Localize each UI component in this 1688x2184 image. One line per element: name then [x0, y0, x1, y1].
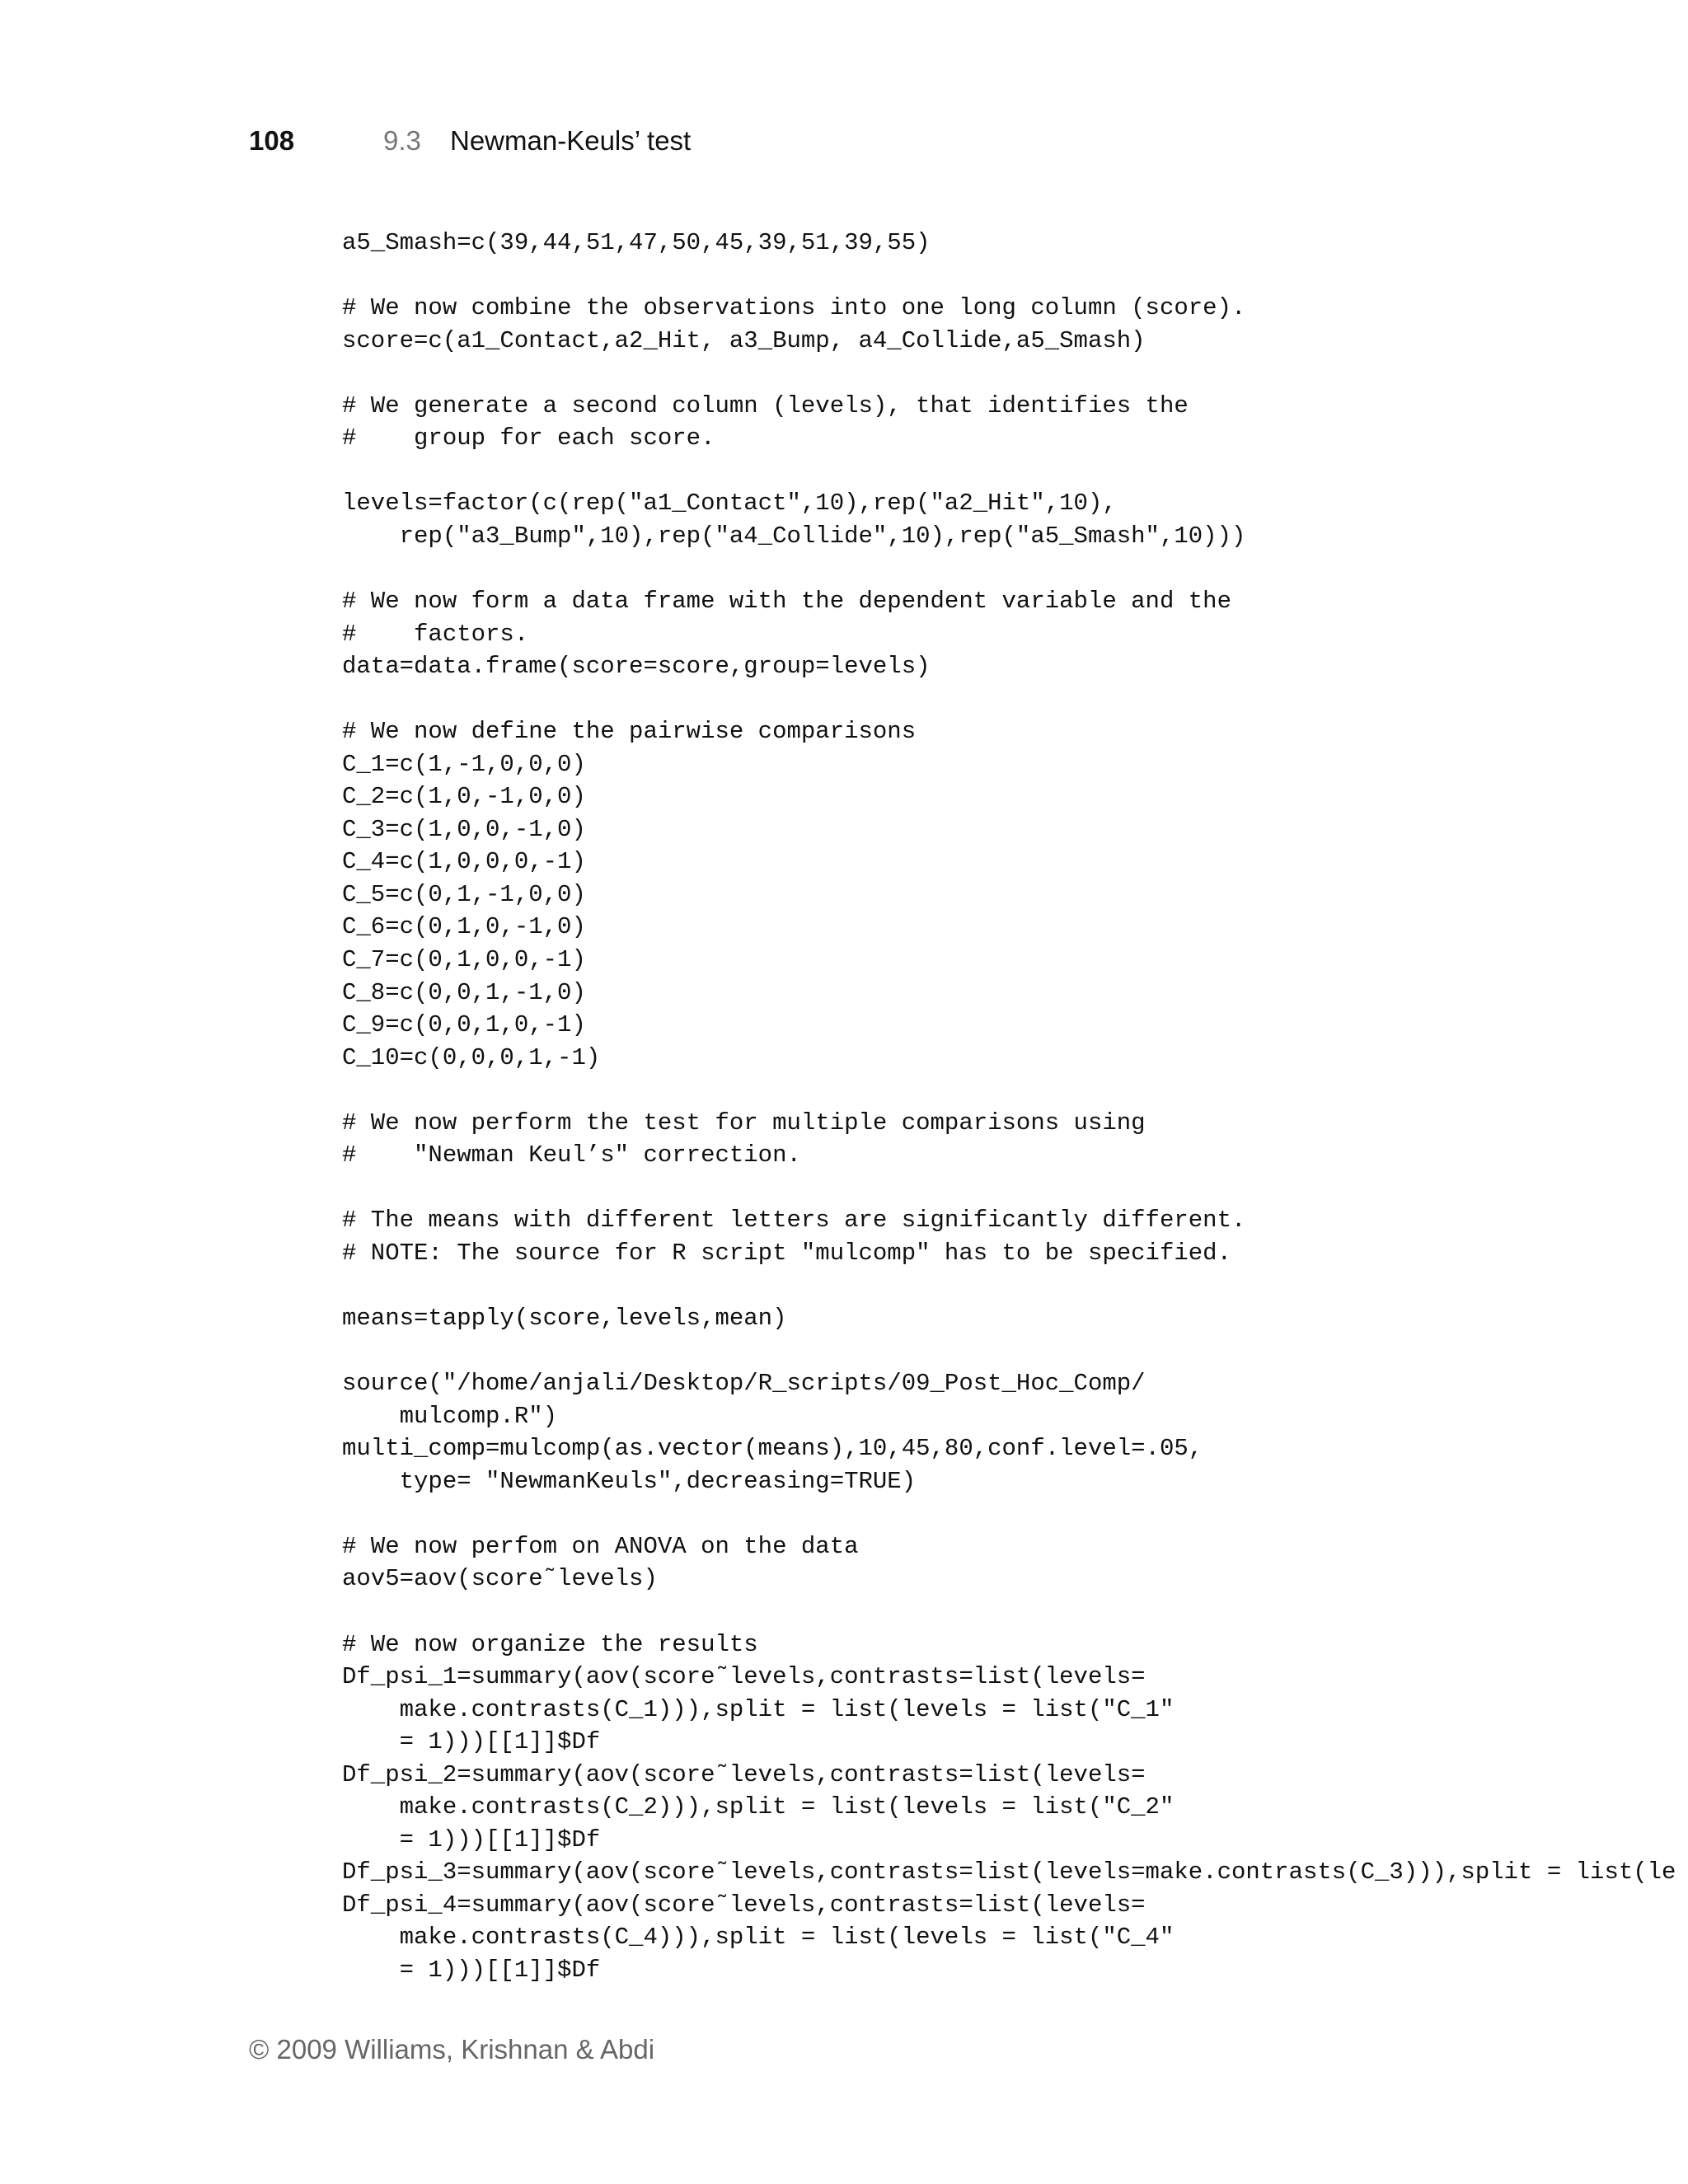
code-line: Df_psi_2=summary(aov(score˜levels,contrasts=list(levels= [342, 1760, 1146, 1788]
code-line: make.contrasts(C_1))),split = list(levels = list("C_1" [342, 1695, 1175, 1723]
section-title: Newman-Keuls’ test [450, 125, 692, 156]
page-number: 108 [249, 125, 295, 156]
code-line: rep("a3_Bump",10),rep("a4_Collide",10),rep("a5_Smash",10))) [342, 522, 1246, 550]
code-line [342, 357, 1688, 390]
code-line: C_4=c(1,0,0,0,-1) [342, 848, 586, 876]
code-line: make.contrasts(C_4))),split = list(levels = list("C_4" [342, 1924, 1175, 1952]
code-line: C_10=c(0,0,0,1,-1) [342, 1043, 601, 1071]
code-line: # We now organize the results [342, 1630, 758, 1658]
code-line [342, 1172, 1688, 1205]
code-line [342, 1270, 1688, 1303]
code-line: C_6=c(0,1,0,-1,0) [342, 913, 586, 941]
code-line [342, 1335, 1688, 1368]
code-line: C_2=c(1,0,-1,0,0) [342, 783, 586, 811]
code-line: levels=factor(c(rep("a1_Contact",10),rep("a2_Hit",10), [342, 490, 1117, 518]
code-line: Df_psi_3=summary(aov(score˜levels,contrasts=list(levels=make.contrasts(C_3))),split = list(le [342, 1858, 1676, 1886]
code-line: type= "NewmanKeuls",decreasing=TRUE) [342, 1467, 917, 1495]
code-line: a5_Smash=c(39,44,51,47,50,45,39,51,39,55) [342, 229, 931, 256]
code-listing [342, 227, 1688, 1987]
code-line: # NOTE: The source for R script "mulcomp" has to be specified. [342, 1239, 1231, 1267]
code-line: score=c(a1_Contact,a2_Hit, a3_Bump, a4_Collide,a5_Smash) [342, 326, 1146, 354]
code-line [342, 260, 1688, 293]
code-line: C_1=c(1,-1,0,0,0) [342, 750, 586, 778]
code-line: # We now perfom on ANOVA on the data [342, 1532, 859, 1560]
section-number: 9.3 [383, 125, 421, 156]
code-line: # We generate a second column (levels), that identifies the [342, 391, 1189, 419]
code-line: # We now combine the observations into one long column (score). [342, 294, 1246, 322]
code-line: source("/home/anjali/Desktop/R_scripts/09_Post_Hoc_Comp/ [342, 1370, 1146, 1398]
code-line: = 1)))[[1]]$Df [342, 1956, 601, 1984]
page-header [249, 125, 692, 165]
code-line: # "Newman Keul’s" correction. [342, 1141, 801, 1169]
code-line [342, 552, 1688, 585]
code-line: multi_comp=mulcomp(as.vector(means),10,45,80,conf.level=.05, [342, 1435, 1203, 1463]
code-line [342, 1074, 1688, 1107]
code-line [342, 683, 1688, 716]
code-line: mulcomp.R") [342, 1402, 558, 1430]
code-line: Df_psi_4=summary(aov(score˜levels,contrasts=list(levels= [342, 1891, 1146, 1919]
code-line: Df_psi_1=summary(aov(score˜levels,contrasts=list(levels= [342, 1663, 1146, 1691]
code-line: # factors. [342, 620, 529, 648]
code-line: C_7=c(0,1,0,0,-1) [342, 946, 586, 974]
code-line [342, 455, 1688, 488]
code-line: # We now define the pairwise comparisons [342, 718, 917, 746]
code-line: = 1)))[[1]]$Df [342, 1728, 601, 1756]
copyright-footer: © 2009 Williams, Krishnan & Abdi [249, 2034, 655, 2064]
code-line: data=data.frame(score=score,group=levels) [342, 653, 931, 681]
code-line: aov5=aov(score˜levels) [342, 1565, 658, 1593]
code-line: C_8=c(0,0,1,-1,0) [342, 978, 586, 1006]
code-line: # We now form a data frame with the dependent variable and the [342, 588, 1231, 616]
code-line: # The means with different letters are significantly different. [342, 1207, 1246, 1235]
code-line [342, 1596, 1688, 1629]
code-line: = 1)))[[1]]$Df [342, 1825, 601, 1854]
code-line: C_3=c(1,0,0,-1,0) [342, 815, 586, 843]
code-line: C_5=c(0,1,-1,0,0) [342, 880, 586, 908]
code-line: means=tapply(score,levels,mean) [342, 1305, 787, 1333]
code-line: make.contrasts(C_2))),split = list(levels = list("C_2" [342, 1793, 1175, 1821]
code-line [342, 1497, 1688, 1530]
code-line: # group for each score. [342, 424, 715, 452]
code-line: C_9=c(0,0,1,0,-1) [342, 1011, 586, 1039]
code-line: # We now perform the test for multiple comparisons using [342, 1108, 1146, 1137]
